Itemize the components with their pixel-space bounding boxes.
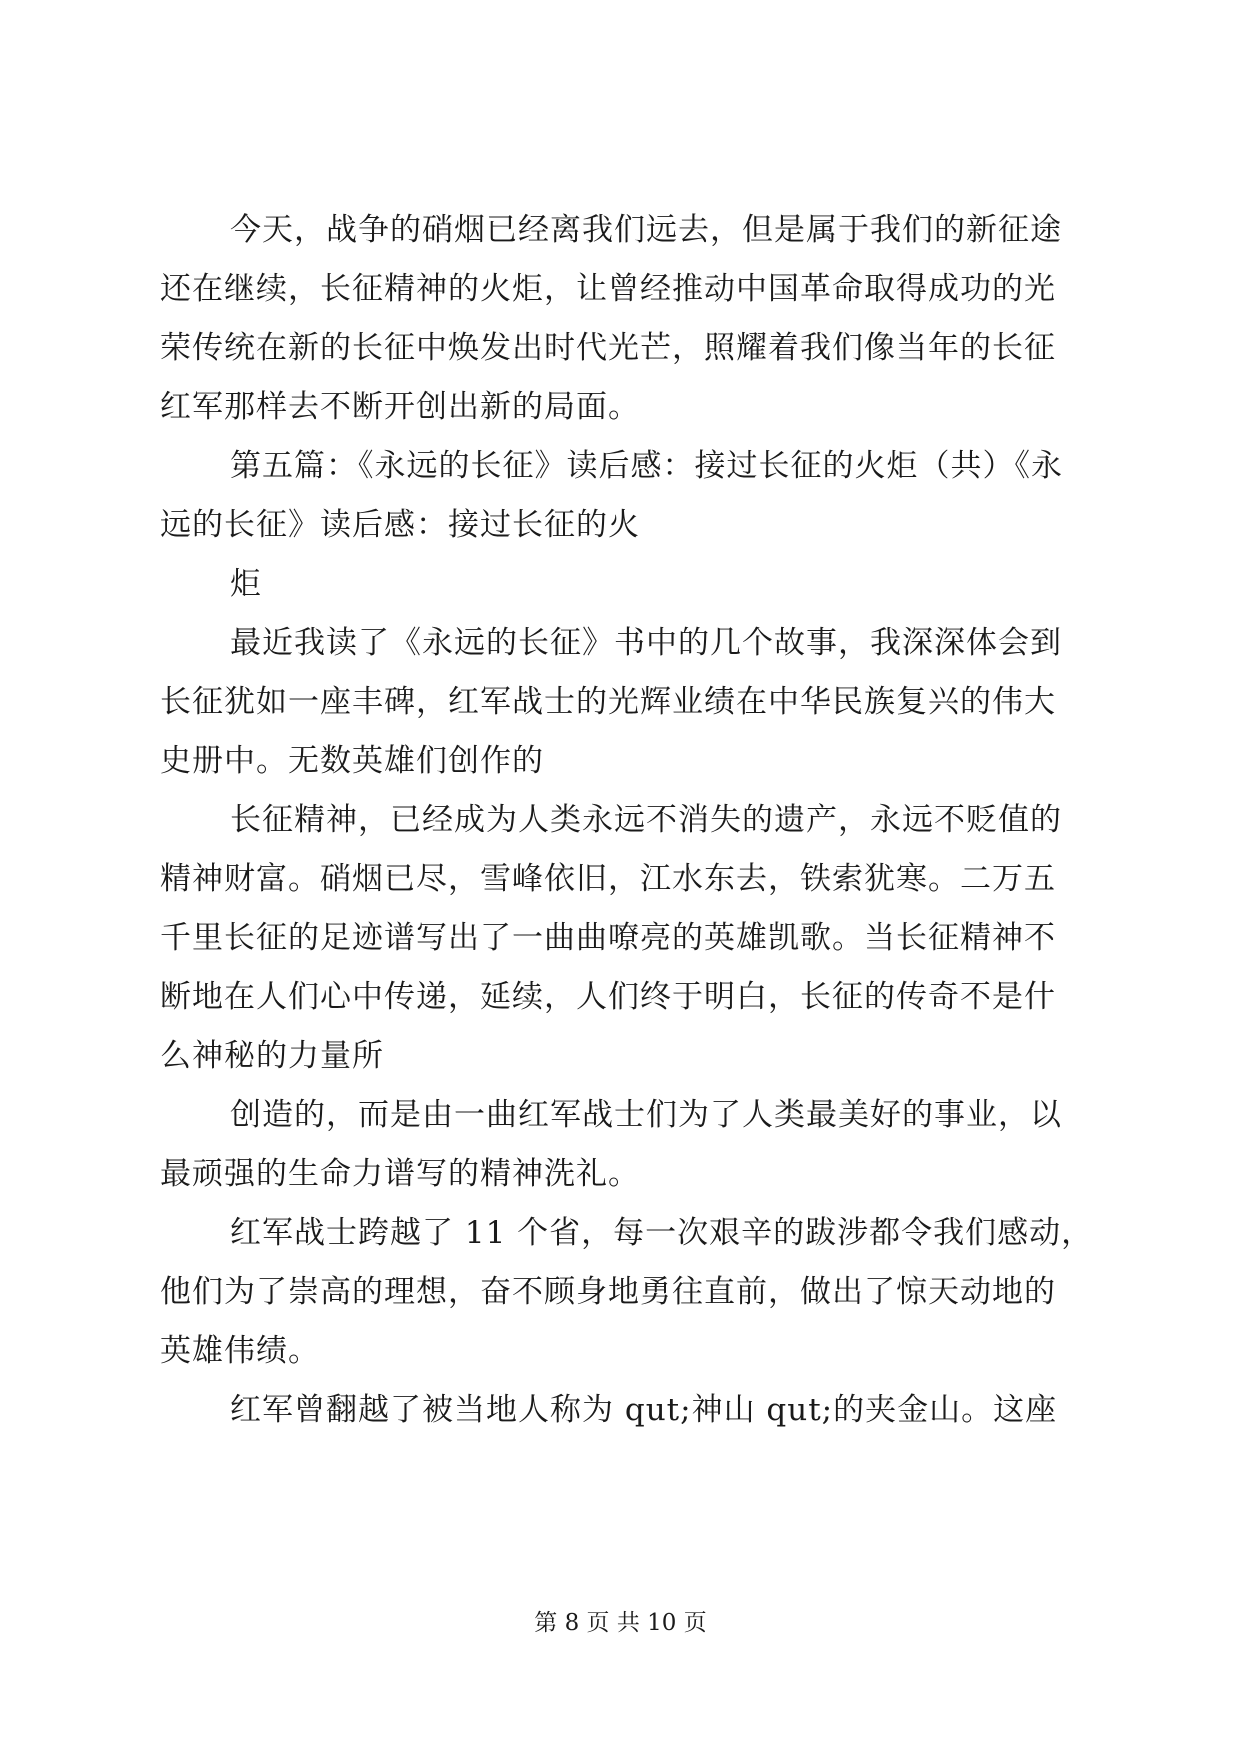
section-heading: 炬 [230,566,262,602]
text-line: 断地在人们心中传递，延续，人们终于明白，长征的传奇不是什 [160,979,1056,1015]
text-line: 最顽强的生命力谱写的精神洗礼。 [160,1156,640,1192]
text-line: 红军曾翻越了被当地人称为 qut;神山 qut;的夹金山。这座 [230,1392,1058,1428]
text-line: 英雄伟绩。 [160,1333,320,1369]
text-line: 长征精神，已经成为人类永远不消失的遗产，永远不贬值的 [230,802,1062,838]
text-line: 长征犹如一座丰碑，红军战士的光辉业绩在中华民族复兴的伟大 [160,684,1056,720]
section-heading: 第五篇：《永远的长征》读后感：接过长征的火炬（共）《永 [230,448,1063,484]
text-line: 荣传统在新的长征中焕发出时代光芒，照耀着我们像当年的长征 [160,330,1056,366]
text-line: 他们为了崇高的理想，奋不顾身地勇往直前，做出了惊天动地的 [160,1274,1056,1310]
text-line: 红军那样去不断开创出新的局面。 [160,389,640,425]
text-line: 还在继续，长征精神的火炬，让曾经推动中国革命取得成功的光 [160,271,1056,307]
text-line: 千里长征的足迹谱写出了一曲曲嘹亮的英雄凯歌。当长征精神不 [160,920,1056,956]
text-line: 最近我读了《永远的长征》书中的几个故事，我深深体会到 [230,625,1062,661]
section-heading: 远的长征》读后感：接过长征的火 [160,507,640,543]
text-line: 红军战士跨越了 11 个省，每一次艰辛的跋涉都令我们感动， [230,1215,1094,1251]
text-line: 精神财富。硝烟已尽，雪峰依旧，江水东去，铁索犹寒。二万五 [160,861,1056,897]
text-line: 史册中。无数英雄们创作的 [160,743,544,779]
text-line: 创造的，而是由一曲红军战士们为了人类最美好的事业，以 [230,1097,1062,1133]
page-footer: 第 8 页 共 10 页 [534,1610,707,1636]
text-line: 么神秘的力量所 [160,1038,384,1074]
text-line: 今天，战争的硝烟已经离我们远去，但是属于我们的新征途 [230,212,1062,248]
